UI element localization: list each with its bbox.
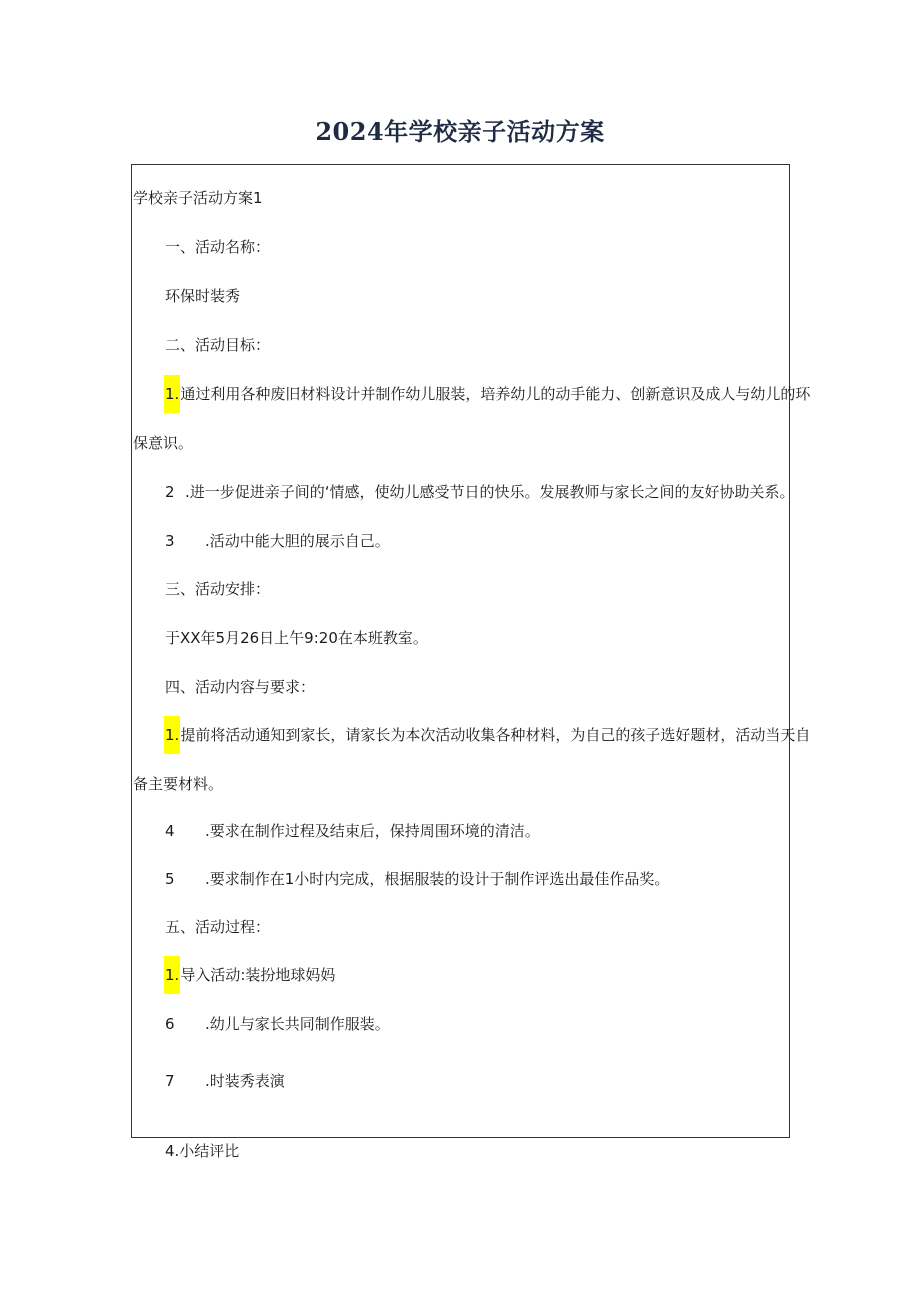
activity-name-text: 环保时装秀: [165, 287, 241, 305]
process-item-1-text: 导入活动:装扮地球妈妈: [180, 966, 336, 984]
requirement-item-5-text: .要求制作在1小时内完成，根据服装的设计于制作评选出最佳作品奖。: [205, 870, 670, 888]
goal-item-1-continued: 保意识。: [133, 434, 194, 452]
item-number: 3: [165, 532, 175, 550]
requirement-item-4-text: .要求在制作过程及结束后，保持周围环境的清洁。: [205, 822, 540, 840]
process-item-summary: 4.小结评比: [165, 1142, 240, 1160]
section-heading: 学校亲子活动方案1: [133, 189, 263, 207]
process-item-7-text: .时装秀表演: [205, 1072, 285, 1090]
goal-item-2: [165, 481, 795, 503]
process-item-1: [164, 964, 335, 994]
goal-item-3: [165, 530, 390, 552]
requirement-item-5: [165, 868, 669, 890]
heading-activity-process: 五、活动过程：: [165, 918, 271, 936]
item-number: 5: [165, 870, 175, 888]
heading-activity-goals: 二、活动目标：: [165, 336, 271, 354]
highlight-mark: 1.: [164, 956, 180, 994]
goal-item-1-text: 通过利用各种废旧材料设计并制作幼儿服装，培养幼儿的动手能力、创新意识及成人与幼儿的环: [180, 385, 811, 403]
goal-item-2-text: .进一步促进亲子间的‘情感，使幼儿感受节日的快乐。发展教师与家长之间的友好协助关系。: [185, 483, 795, 501]
heading-content-requirements: 四、活动内容与要求：: [165, 678, 316, 696]
schedule-text: 于XX年5月26日上午9:20在本班教室。: [165, 629, 428, 647]
requirement-item-1-text: 提前将活动通知到家长，请家长为本次活动收集各种材料，为自己的孩子选好题材，活动当天自: [180, 726, 811, 744]
requirement-item-4: [165, 820, 540, 842]
item-number: 2: [165, 483, 175, 501]
requirement-item-1-continued: 备主要材料。: [133, 775, 224, 793]
goal-item-3-text: .活动中能大胆的展示自己。: [205, 532, 390, 550]
process-item-7: [165, 1070, 285, 1092]
item-number: 7: [165, 1072, 175, 1090]
highlight-mark: 1.: [164, 375, 180, 413]
process-item-6: [165, 1013, 390, 1035]
document-title: 2024年学校亲子活动方案: [315, 117, 605, 146]
heading-activity-schedule: 三、活动安排：: [165, 580, 271, 598]
goal-item-1: [164, 383, 810, 413]
highlight-mark: 1.: [164, 716, 180, 754]
heading-activity-name: 一、活动名称：: [165, 238, 271, 256]
process-item-6-text: .幼儿与家长共同制作服装。: [205, 1015, 390, 1033]
item-number: 6: [165, 1015, 175, 1033]
item-number: 4: [165, 822, 175, 840]
requirement-item-1: [164, 724, 810, 754]
